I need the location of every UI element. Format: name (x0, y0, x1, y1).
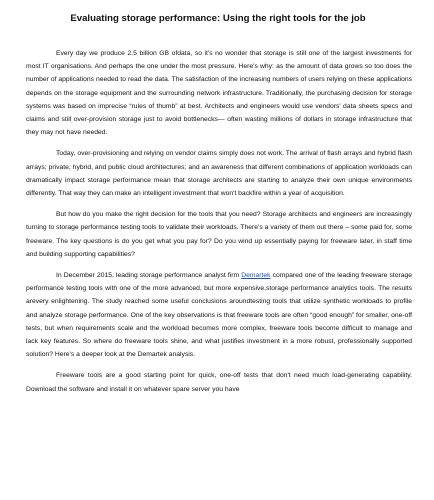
paragraph-demartek-intro: In December 2015, leading storage performance analyst firm (56, 272, 242, 280)
paragraph-demartek-body: compared one of the leading freeware storage performance testing tools with one of the more advanced, but more expensive,storage performance analytics tools. The results arevery enlightening. The study reached some useful conclusions aroundtesting tools that utilize synthetic workloads to profile and analyze storage performance. One of the key observations is that freeware tools are often “good enough” for smaller, one-off tests, but when requirements scale and the workload becomes more complex, freeware tools become difficult to manage and lack key features. So where do freeware tools shine, and what justifies investment in a more robust, professionally supported solution? Here's a deeper look at the Demartek analysis. (26, 272, 412, 359)
paragraph-data-growth: Every day we produce 2.5 billion GB ofdata, so it's no wonder that storage is still one of the largest investments for most IT organisations. And perhaps the one under the most pressure. Here's why: as the amount of data grows so too does the number of applications needed to read the data. The satisfaction of the increasing numbers of users relying on these applications depends on the storage equipment and the surrounding network infrastructure. Traditionally, the purchasing decision for storage systems was based on imprecise “rules of thumb” at best. Architects and engineers would use vendors' data sheets specs and claims and still over-provision storage just to avoid bottlenecks— often wasting millions of dollars in storage infrastructure that they may not have needed. (26, 50, 412, 137)
demartek-link[interactable]: Demartek (241, 272, 271, 280)
paragraph-right-decision: But how do you make the right decision for the tools that you need? Storage architects and engineers are increasingly turning to storage performance testing tools to validate their workloads. There's a variety of them out there – some paid for, some freeware. The key questions is do you get what you pay for? Do you wind up essentially paying for freeware later, in staff time and building supporting capabilities? (26, 211, 412, 258)
paragraph-freeware-tools: Freeware tools are a good starting point for quick, one-off tests that don't need much load-generating capability. Download the software and install it on whatever spare server you have (26, 372, 412, 393)
paragraph-demartek-study (26, 269, 412, 361)
document-body (26, 47, 412, 404)
document-title: Evaluating storage performance: Using the right tools for the job (70, 13, 366, 24)
paragraph-over-provisioning: Today, over-provisioning and relying on vendor claims simply does not work. The arrival of flash arrays and hybrid flash arrays; private, hybrid, and public cloud architectures; and an awareness that different combinations of application workloads can dramatically impact storage performance mean that storage architects are starting to analyze their own unique environments differently. That way they can make an intelligent investment that won't backfire within a year of acquisition. (26, 150, 412, 198)
